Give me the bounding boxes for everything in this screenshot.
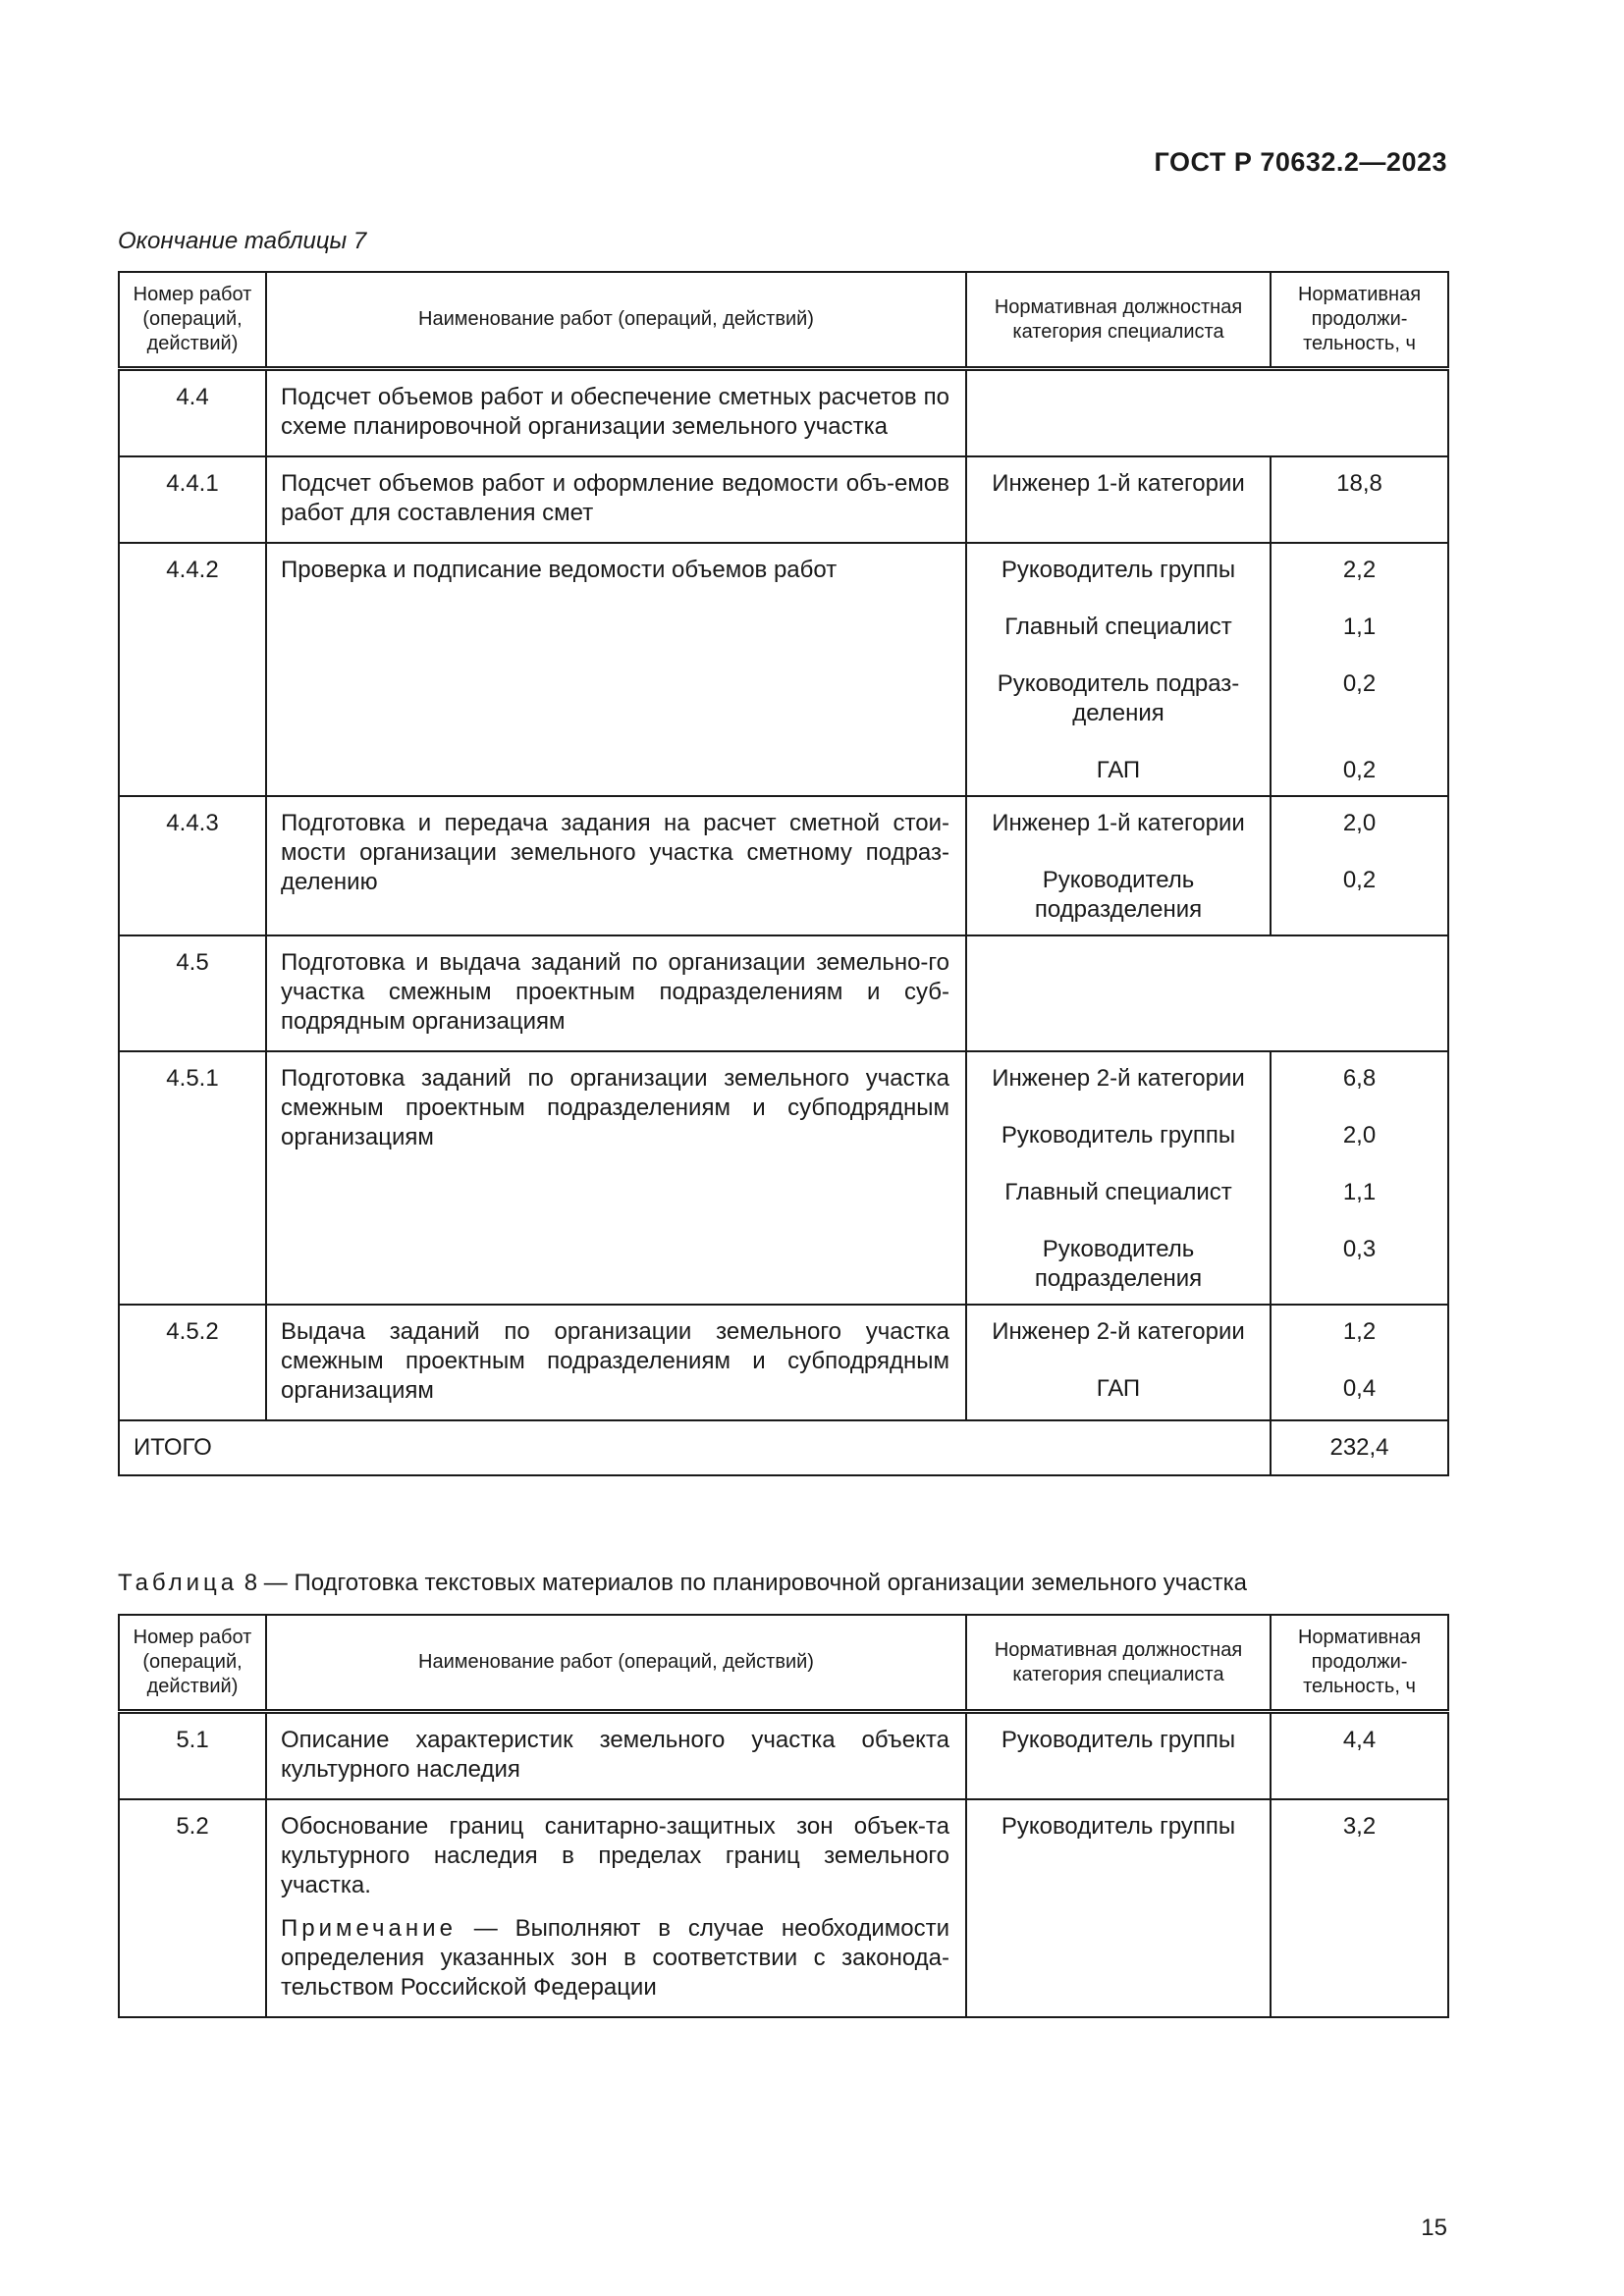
duration-value: 2,0 <box>1342 810 1377 836</box>
table8-caption <box>118 1570 1247 1597</box>
work-name-text: Выдача заданий по организации земельного участка смежным проектным подразделениям и субподрядным организациям <box>281 1318 949 1404</box>
duration-value: 1,2 <box>1342 1318 1377 1345</box>
page-number: 15 <box>1421 2215 1447 2241</box>
specialist-category: ГАП <box>1096 1375 1141 1402</box>
work-number-cell: 4.5.2 <box>119 1305 266 1420</box>
duration-value: 3,2 <box>1342 1813 1377 1840</box>
header-col-name: Наименование работ (операций, действий) <box>266 272 966 369</box>
duration-value: 1,1 <box>1342 1179 1377 1205</box>
duration-value: 6,8 <box>1342 1065 1377 1092</box>
table-row <box>119 1051 1448 1305</box>
table-row <box>119 1305 1448 1420</box>
specialist-category-cell <box>966 1305 1271 1420</box>
work-name-text: Обоснование границ санитарно-защитных зон объек-та культурного наследия в пределах границ земельного участка. <box>281 1813 949 1898</box>
table8-header-row <box>119 1615 1448 1712</box>
work-name-cell <box>266 456 966 543</box>
specialist-category: Главный специалист <box>1004 614 1232 640</box>
table-row <box>119 543 1448 796</box>
header-col-duration: Нормативная продолжи-тельность, ч <box>1271 1615 1448 1712</box>
specialist-category-cell <box>966 1799 1271 2017</box>
duration-cell <box>1271 1051 1448 1305</box>
table-row <box>119 369 1448 457</box>
total-row <box>119 1420 1448 1475</box>
duration-cell <box>1271 1799 1448 2017</box>
duration-cell <box>1271 796 1448 935</box>
work-number-cell: 4.4.3 <box>119 796 266 935</box>
header-col-name: Наименование работ (операций, действий) <box>266 1615 966 1712</box>
specialist-category: Главный специалист <box>1004 1179 1232 1205</box>
specialist-category: Инженер 1-й категории <box>992 470 1245 497</box>
table7-header-row <box>119 272 1448 369</box>
table8-caption-word: Таблица <box>118 1570 239 1596</box>
work-name-cell <box>266 935 966 1051</box>
work-note-text: — Выполняют в случае необходимости определения указанных зон в соответствии с законода-тельством Российской Федерации <box>281 1915 949 2001</box>
table-row <box>119 935 1448 1051</box>
work-name-text: Описание характеристик земельного участка объекта культурного наследия <box>281 1727 949 1783</box>
table-row <box>119 456 1448 543</box>
duration-cell <box>1271 1712 1448 1800</box>
specialist-category: Руководитель подраз-деления <box>997 670 1240 726</box>
specialist-category: Руководитель подразделения <box>1034 867 1203 923</box>
table-7 <box>118 271 1449 1476</box>
table-row <box>119 1799 1448 2017</box>
table7-caption: Окончание таблицы 7 <box>118 228 367 254</box>
work-name-cell <box>266 1051 966 1305</box>
work-name-cell <box>266 796 966 935</box>
specialist-category: ГАП <box>1096 757 1141 783</box>
duration-value: 0,2 <box>1342 670 1377 697</box>
duration-cell <box>1271 456 1448 543</box>
table-row <box>119 1712 1448 1800</box>
work-number-cell: 4.4.1 <box>119 456 266 543</box>
specialist-category-cell <box>966 456 1271 543</box>
work-name-cell <box>266 1305 966 1420</box>
specialist-category: Руководитель группы <box>1001 1122 1236 1148</box>
duration-value: 0,2 <box>1342 757 1377 783</box>
duration-cell <box>1271 543 1448 796</box>
total-value-cell: 232,4 <box>1271 1420 1448 1475</box>
work-number-cell: 4.5 <box>119 935 266 1051</box>
work-name-text: Подготовка заданий по организации земельного участка смежным проектным подразделениям и субподрядным организациям <box>281 1065 949 1150</box>
work-number-cell: 5.1 <box>119 1712 266 1800</box>
work-name-text: Подготовка и выдача заданий по организации земельно-го участка смежным проектным подразделениям и суб-подрядным организациям <box>281 949 949 1035</box>
specialist-category: Руководитель группы <box>1001 557 1236 583</box>
header-col-category: Нормативная должностная категория специалиста <box>966 272 1271 369</box>
work-name-cell <box>266 543 966 796</box>
work-note-label: Примечание <box>281 1915 457 1942</box>
work-name-cell <box>266 1799 966 2017</box>
table7-body <box>119 369 1448 1476</box>
duration-value: 0,4 <box>1342 1375 1377 1402</box>
duration-value: 2,2 <box>1342 557 1377 583</box>
work-number-cell: 4.4.2 <box>119 543 266 796</box>
header-col-duration: Нормативная продолжи-тельность, ч <box>1271 272 1448 369</box>
duration-value: 4,4 <box>1342 1727 1377 1753</box>
work-number-cell: 5.2 <box>119 1799 266 2017</box>
table-row <box>119 796 1448 935</box>
empty-category-duration-cell <box>966 369 1448 457</box>
duration-value: 18,8 <box>1336 470 1382 497</box>
work-number-cell: 4.4 <box>119 369 266 457</box>
duration-value: 2,0 <box>1342 1122 1377 1148</box>
table8-caption-title: 8 — Подготовка текстовых материалов по планировочной организации земельного участка <box>238 1570 1247 1596</box>
work-name-text: Подсчет объемов работ и оформление ведомости объ-емов работ для составления смет <box>281 470 949 526</box>
specialist-category: Руководитель группы <box>1001 1727 1236 1753</box>
specialist-category-cell <box>966 543 1271 796</box>
header-col-category: Нормативная должностная категория специалиста <box>966 1615 1271 1712</box>
work-name-cell <box>266 369 966 457</box>
duration-value: 0,3 <box>1342 1236 1377 1262</box>
specialist-category: Руководитель подразделения <box>1034 1236 1203 1292</box>
duration-value: 0,2 <box>1342 867 1377 893</box>
specialist-category-cell <box>966 796 1271 935</box>
work-number-cell: 4.5.1 <box>119 1051 266 1305</box>
specialist-category-cell <box>966 1712 1271 1800</box>
specialist-category-cell <box>966 1051 1271 1305</box>
table8-body <box>119 1712 1448 2018</box>
specialist-category: Инженер 2-й категории <box>992 1065 1245 1092</box>
table-8 <box>118 1614 1449 2018</box>
header-col-number: Номер работ (операций, действий) <box>119 1615 266 1712</box>
total-label-cell: ИТОГО <box>119 1420 1271 1475</box>
specialist-category: Инженер 2-й категории <box>992 1318 1245 1345</box>
standard-code: ГОСТ Р 70632.2—2023 <box>1154 147 1447 177</box>
specialist-category: Руководитель группы <box>1001 1813 1236 1840</box>
work-name-text: Подготовка и передача задания на расчет сметной стои-мости организации земельного участка сметному подраз-делению <box>281 810 949 895</box>
duration-cell <box>1271 1305 1448 1420</box>
work-name-cell <box>266 1712 966 1800</box>
header-col-number: Номер работ (операций, действий) <box>119 272 266 369</box>
work-name-text: Проверка и подписание ведомости объемов работ <box>281 557 838 583</box>
work-name-text: Подсчет объемов работ и обеспечение сметных расчетов по схеме планировочной организации земельного участка <box>281 384 949 440</box>
empty-category-duration-cell <box>966 935 1448 1051</box>
work-note <box>281 1914 949 2002</box>
duration-value: 1,1 <box>1342 614 1377 640</box>
specialist-category: Инженер 1-й категории <box>992 810 1245 836</box>
